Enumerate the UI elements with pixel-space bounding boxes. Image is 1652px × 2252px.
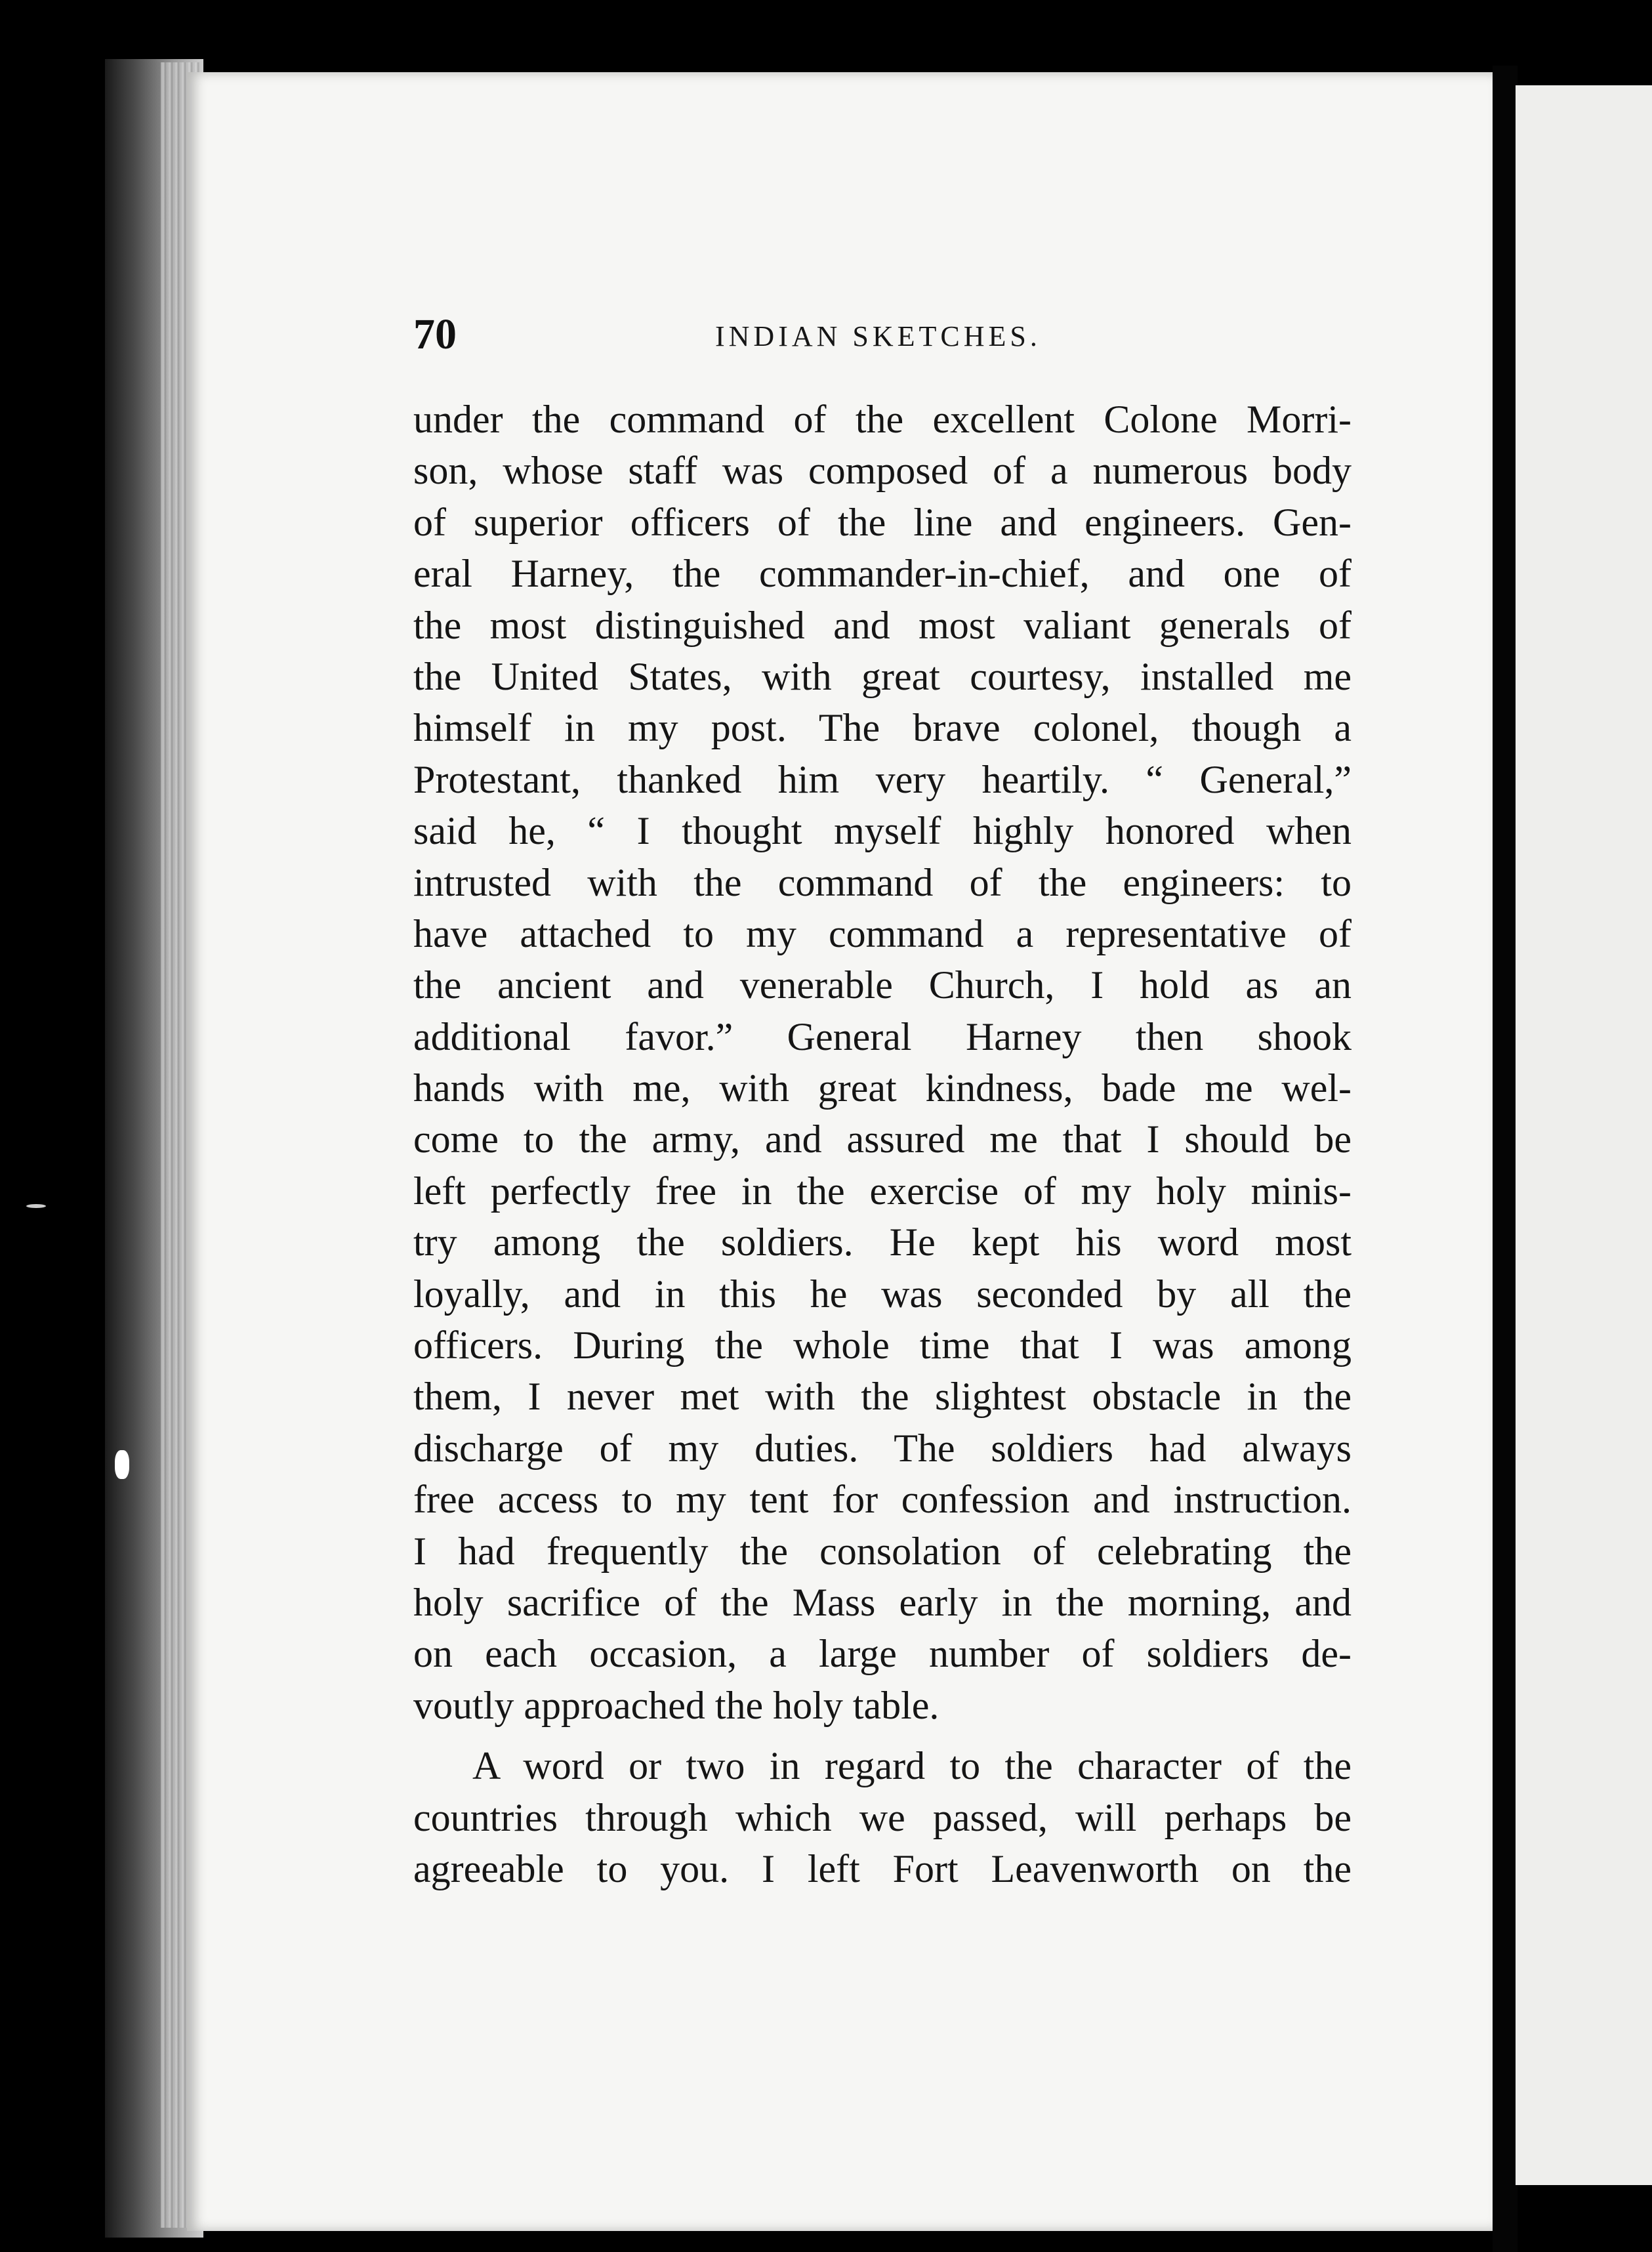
text-line: holy sacrifice of the Mass early in the morning, and [413,1580,1352,1624]
page-header [413,308,1358,361]
text-line: said he, “ I thought myself highly honored when [413,809,1352,853]
text-line: intrusted with the command of the engineers: to [413,860,1352,904]
gutter-shadow [1493,66,1518,2252]
text-line: under the command of the excellent Colone Morri- [413,398,1352,441]
text-line: agreeable to you. I left Fort Leavenworth on the [413,1846,1352,1890]
text-line: son, whose staff was composed of a numerous body [413,449,1352,493]
scan-speck [115,1450,129,1479]
text-line: try among the soldiers. He kept his word most [413,1220,1352,1264]
text-line: the most distinguished and most valiant generals of [413,603,1352,647]
text-line: discharge of my duties. The soldiers had always [413,1426,1352,1470]
text-line: eral Harney, the commander-in-chief, and one of [413,552,1352,596]
text-line: free access to my tent for confession and instruction. [413,1478,1352,1522]
text-line: I had frequently the consolation of celebrating the [413,1529,1352,1573]
text-line: of superior officers of the line and engineers. Gen- [413,500,1352,544]
text-line: voutly approached the holy table. [413,1683,940,1727]
text-line: left perfectly free in the exercise of my holy minis- [413,1169,1352,1213]
body-text [413,394,1352,1894]
text-line: loyally, and in this he was seconded by all the [413,1272,1352,1316]
paragraph-first-line: A word or two in regard to the character of the [472,1744,1352,1788]
text-line: countries through which we passed, will perhaps be [413,1795,1352,1839]
text-line: Protestant, thanked him very heartily. “ General,” [413,757,1352,801]
text-line: have attached to my command a representative of [413,911,1352,955]
text-line: officers. During the whole time that I was among [413,1324,1352,1367]
page-number: 70 [413,310,457,358]
text-line: the ancient and venerable Church, I hold as an [413,963,1352,1007]
text-line: the United States, with great courtesy, installed me [413,654,1352,698]
text-line: them, I never met with the slightest obstacle in the [413,1375,1352,1419]
text-line: hands with me, with great kindness, bade me wel- [413,1066,1352,1110]
text-line: come to the army, and assured me that I should be [413,1117,1352,1161]
running-head: INDIAN SKETCHES. [715,320,1041,352]
scan-speck [26,1204,46,1208]
facing-page [1516,85,1652,2185]
text-line: on each occasion, a large number of soldiers de- [413,1632,1352,1676]
text-line: himself in my post. The brave colonel, though a [413,706,1352,750]
text-line: additional favor.” General Harney then shook [413,1014,1352,1058]
